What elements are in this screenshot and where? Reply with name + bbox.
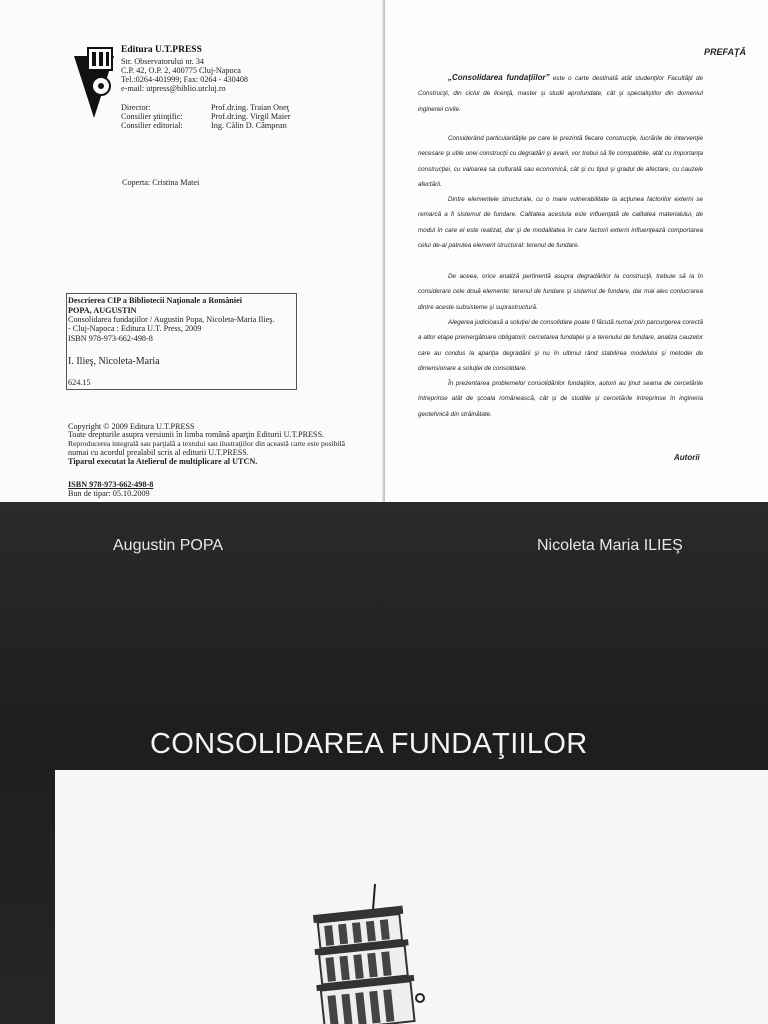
publisher-name: Editura U.T.PRESS: [121, 45, 202, 55]
leaning-tower-icon: [300, 880, 430, 1024]
publisher-phone-line: Tel.:0264-401999; Fax: 0264 - 430408: [121, 75, 249, 84]
staff-role: Director:: [121, 103, 151, 112]
cip-author: POPA, AUGUSTIN: [68, 306, 137, 315]
paragraph-text: este o carte destinată atât studenţilor Facultăţii de Construcţii, din ciclul de licenţă, master şi studii aprofundate, cât şi specialiştilor din domeniul ingineriei civile.: [418, 75, 703, 113]
isbn-line: ISBN 978-973-662-498-8: [68, 480, 154, 489]
preface-paragraph: [418, 70, 703, 117]
copyright-line: Copyright © 2009 Editura U.T.PRESS: [68, 422, 195, 431]
preface-paragraph: Alegerea judicioasă a soluţiei de consolidare poate fi făcută numai prin parcurgerea corectă a altor etape premergătoare obligatorii: cercetarea fundaţiei şi a terenului de fundare, analiza cauzelor care au condus la apariţia degradării şi nu în ultimul rând stabilirea modelului şi metodei de dimensionare a soluţiei de consolidare.: [418, 319, 703, 373]
cip-publisher-line: - Cluj-Napoca : Editura U.T. Press, 2009: [68, 324, 202, 333]
cover-title: CONSOLIDAREA FUNDAŢIILOR: [150, 728, 588, 760]
copyright-line: numai cu acordul prealabil scris al editurii U.T.PRESS.: [68, 448, 249, 457]
staff-role: Consilier ştiinţific:: [121, 112, 183, 121]
book-title-quote: „Consolidarea fundaţiilor”: [448, 73, 550, 82]
staff-name: Prof.dr.ing. Traian Oneţ: [211, 103, 290, 112]
cip-classification: 624.15: [68, 378, 91, 387]
publisher-logo-icon: [72, 46, 116, 120]
cover-author-1: Augustin POPA: [113, 537, 223, 554]
publisher-address-line: C.P. 42, O.P. 2, 400775 Cluj-Napoca: [121, 66, 241, 75]
copyright-line: Reproducerea integrală sau parţială a textului sau ilustraţiilor din această carte este posibilă: [68, 439, 346, 448]
preface-paragraph: În prezentarea problemelor consolidărilor fundaţiilor, autorii au ţinut seama de cercetările întreprinse atât de şcoala românească, cât şi de studiile şi cercetările întreprinse în ingineria geotehnică din străinătate.: [418, 380, 703, 418]
cip-heading: Descrierea CIP a Bibliotecii Naţionale a României: [68, 296, 243, 305]
staff-role: Consilier editorial:: [121, 121, 183, 130]
cip-coauthor: I. Ilieş, Nicoleta-Maria: [68, 356, 160, 367]
staff-name: Ing. Călin D. Câmpean: [211, 121, 287, 130]
cip-isbn-line: ISBN 978-973-662-498-8: [68, 334, 153, 343]
cover-credit: Coperta: Cristina Matei: [122, 178, 200, 187]
preface-title: PREFAŢĂ: [703, 47, 746, 57]
preface-paragraph: Considerând particularităţile pe care le prezintă fiecare construcţie, lucrările de intervenţie necesare şi utile unei construcţii cu degradări şi avarii, vor trebui să fie compatibile, atât cu importanţa construcţiei, cu valoarea sa culturală sau economică, cât şi cu tipul şi gradul de afectare, cu cauzele afectării.: [418, 135, 703, 189]
preface-paragraph: De aceea, orice analiză pertinentă asupra degradărilor la construcţii, trebuie să ia în considerare cele două elemente: terenul de fundare şi sistemul de fundare, dar mai ales conlucrarea dintre aceste subsisteme şi suprastructură.: [418, 273, 703, 311]
publisher-email-line: e-mail: utpress@biblio.utcluj.ro: [121, 84, 226, 93]
preface-signature: Autorii: [674, 453, 700, 462]
cover-author-2: Nicoleta Maria ILIEŞ: [537, 537, 683, 554]
preface-paragraph: Dintre elementele structurale, cu o mare vulnerabilitate la acţiunea factorilor externi se remarcă a fi sistemul de fundare. Calitatea acestuia este influenţată de calitatea materialului, de modul în care el este realizat, dar şi de modalitatea în care factorii externi influenţează comportarea celui de-al patrulea element structural: terenul de fundare.: [418, 196, 703, 250]
cip-title-line: Consolidarea fundaţiilor / Augustin Popa, Nicoleta-Maria Ilieş.: [68, 315, 275, 324]
publisher-address-line: Str. Observatorului nr. 34: [121, 57, 205, 66]
print-date: Bun de tipar: 05.10.2009: [68, 489, 150, 498]
printing-note: Tiparul executat la Atelierul de multiplicare al UTCN.: [68, 457, 258, 466]
copyright-line: Toate drepturile asupra versiunii în limba română aparţin Editurii U.T.PRESS.: [68, 430, 325, 439]
staff-name: Prof.dr.ing. Virgil Maier: [211, 112, 291, 121]
